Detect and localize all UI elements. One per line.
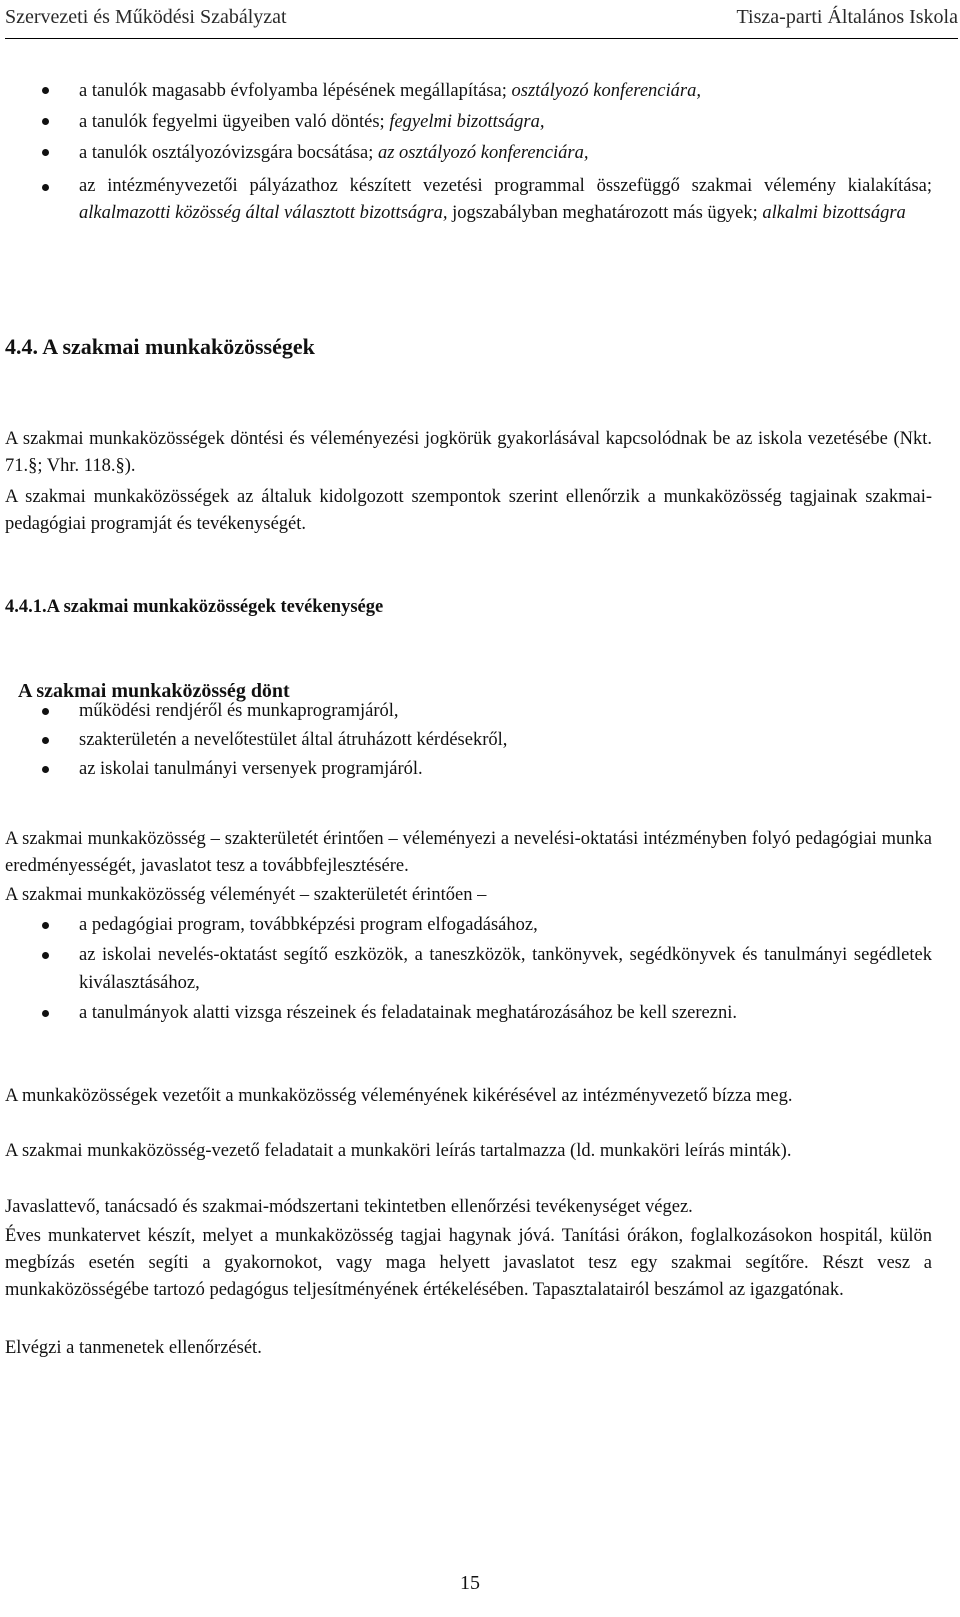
bullet-icon (42, 118, 49, 125)
paragraph: Javaslattevő, tanácsadó és szakmai-módszertani tekintetben ellenőrzési tevékenységet végez. (5, 1197, 693, 1217)
list-item: szakterületén a nevelőtestület által átruházott kérdésekről, (79, 726, 932, 755)
bullet-icon (42, 952, 49, 959)
list-item: az iskolai nevelés-oktatást segítő eszközök, a taneszközök, tankönyvek, segédkönyvek és tanulmányi segédletek kiválasztásához, (79, 941, 932, 997)
paragraph: Elvégzi a tanmenetek ellenőrzését. (5, 1338, 262, 1358)
bullet-icon (42, 766, 49, 773)
bullet-icon (42, 87, 49, 94)
paragraph: A szakmai munkaközösség – szakterületét érintően – véleményezi a nevelési-oktatási intézményben folyó pedagógiai munka eredményességét, javaslatot tesz a továbbfejlesztésére. (5, 829, 932, 876)
header-document-title: Szervezeti és Működési Szabályzat (5, 6, 287, 28)
paragraph: A szakmai munkaközösség véleményét – szakterületét érintően – (5, 885, 487, 905)
paragraph: A szakmai munkaközösségek az általuk kidolgozott szempontok szerint ellenőrzik a munkaközösség tagjainak szakmai-pedagógiai programját és tevékenységét. (5, 487, 932, 534)
subheading-dont: A szakmai munkaközösség dönt (18, 680, 290, 702)
list-item: a tanulók osztályozóvizsgára bocsátása; az osztályozó konferenciára, (79, 138, 932, 169)
list-item: a tanulók magasabb évfolyamba lépésének megállapítása; osztályozó konferenciára, (79, 76, 932, 107)
list-item: működési rendjéről és munkaprogramjáról, (79, 697, 932, 726)
bullet-icon (42, 1010, 49, 1017)
bullet-icon (42, 149, 49, 156)
decision-list (79, 76, 932, 227)
list-item: a pedagógiai program, továbbképzési program elfogadásához, (79, 911, 932, 939)
bullet-icon (42, 737, 49, 744)
paragraph: Éves munkatervet készít, melyet a munkaközösség tagjai hagynak jóvá. Tanítási órákon, foglalkozásokon hospitál, külön megbízás esetén segíti a gyakornokot, vagy maga helyett javaslatot tesz egy szakmai segítőre. Részt vesz a munkaközösségébe tartozó pedagógus teljesítményének értékelésében. Tapasztalatairól beszámol az igazgatónak. (5, 1226, 932, 1300)
bullet-icon (42, 922, 49, 929)
page-header (5, 2, 958, 39)
section-heading-4-4-1: 4.4.1.A szakmai munkaközösségek tevékenysége (5, 597, 384, 617)
decision-topics-list (79, 697, 932, 784)
bullet-icon (42, 708, 49, 715)
bullet-icon (42, 184, 49, 191)
page-number: 15 (460, 1572, 480, 1594)
list-item: az iskolai tanulmányi versenyek programjáról. (79, 755, 932, 784)
list-item: a tanulók fegyelmi ügyeiben való döntés; fegyelmi bizottságra, (79, 107, 932, 138)
list-item: az intézményvezetői pályázathoz készített vezetési programmal összefüggő szakmai vélemény kialakítása; alkalmazotti közösség által választott bizottságra, jogszabályban meghatározott más ügyek; alkalmi bizottságra (79, 173, 932, 227)
header-school-name: Tisza-parti Általános Iskola (736, 6, 958, 28)
paragraph: A munkaközösségek vezetőit a munkaközösség véleményének kikérésével az intézményvezető bízza meg. (5, 1086, 793, 1106)
paragraph: A szakmai munkaközösségek döntési és véleményezési jogkörük gyakorlásával kapcsolódnak be az iskola vezetésébe (Nkt. 71.§; Vhr. 118.§). (5, 429, 932, 476)
paragraph: A szakmai munkaközösség-vezető feladatait a munkaköri leírás tartalmazza (ld. munkaköri leírás minták). (5, 1141, 792, 1161)
opinion-list (79, 911, 932, 1027)
section-heading-4-4: 4.4. A szakmai munkaközösségek (5, 334, 315, 359)
list-item: a tanulmányok alatti vizsga részeinek és feladatainak meghatározásához be kell szerezni. (79, 999, 932, 1027)
